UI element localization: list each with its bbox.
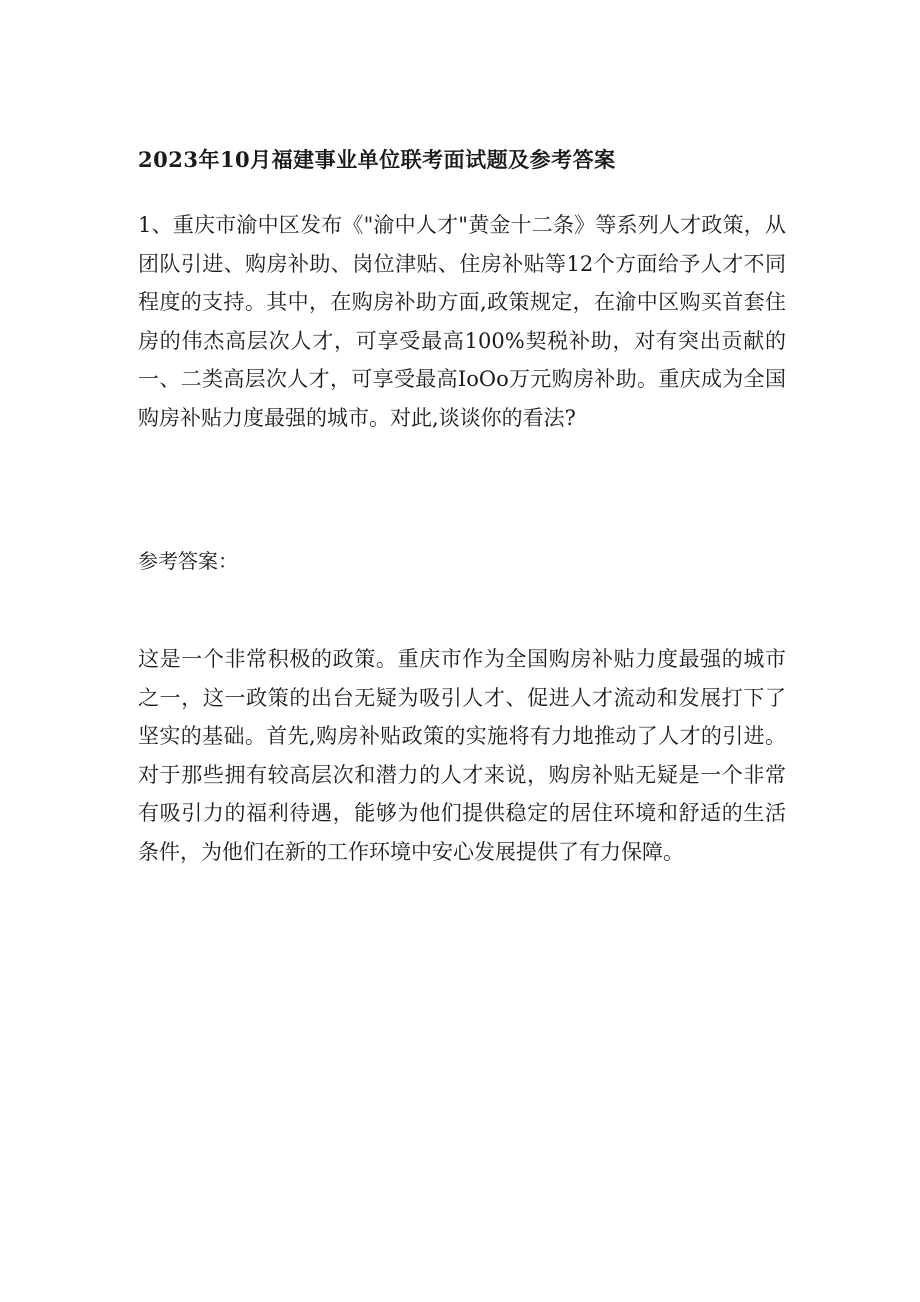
answer-label: 参考答案： — [138, 549, 238, 573]
document-title: 2023年10月福建事业单位联考面试题及参考答案 — [138, 147, 616, 172]
answer-paragraph: 这是一个非常积极的政策。重庆市作为全国购房补贴力度最强的城市之一，这一政策的出台无疑为吸引人才、促进人才流动和发展打下了坚实的基础。首先,购房补贴政策的实施将有力地推动了人才的引进。对于那些拥有较高层次和潜力的人才来说，购房补贴无疑是一个非常有吸引力的福利待遇，能够为他们提供稳定的居住环境和舒适的生活条件，为他们在新的工作环境中安心发展提供了有力保障。 — [138, 647, 786, 864]
question-paragraph: 1、重庆市渝中区发布《"渝中人才"黄金十二条》等系列人才政策，从团队引进、购房补助、岗位津贴、住房补贴等12个方面给予人才不同程度的支持。其中，在购房补助方面,政策规定，在渝中区购买首套住房的伟杰高层次人才，可享受最高100%契税补助，对有突出贡献的一、二类高层次人才，可享受最高IoOo万元购房补助。重庆成为全国购房补贴力度最强的城市。对此,谈谈你的看法? — [138, 213, 786, 430]
